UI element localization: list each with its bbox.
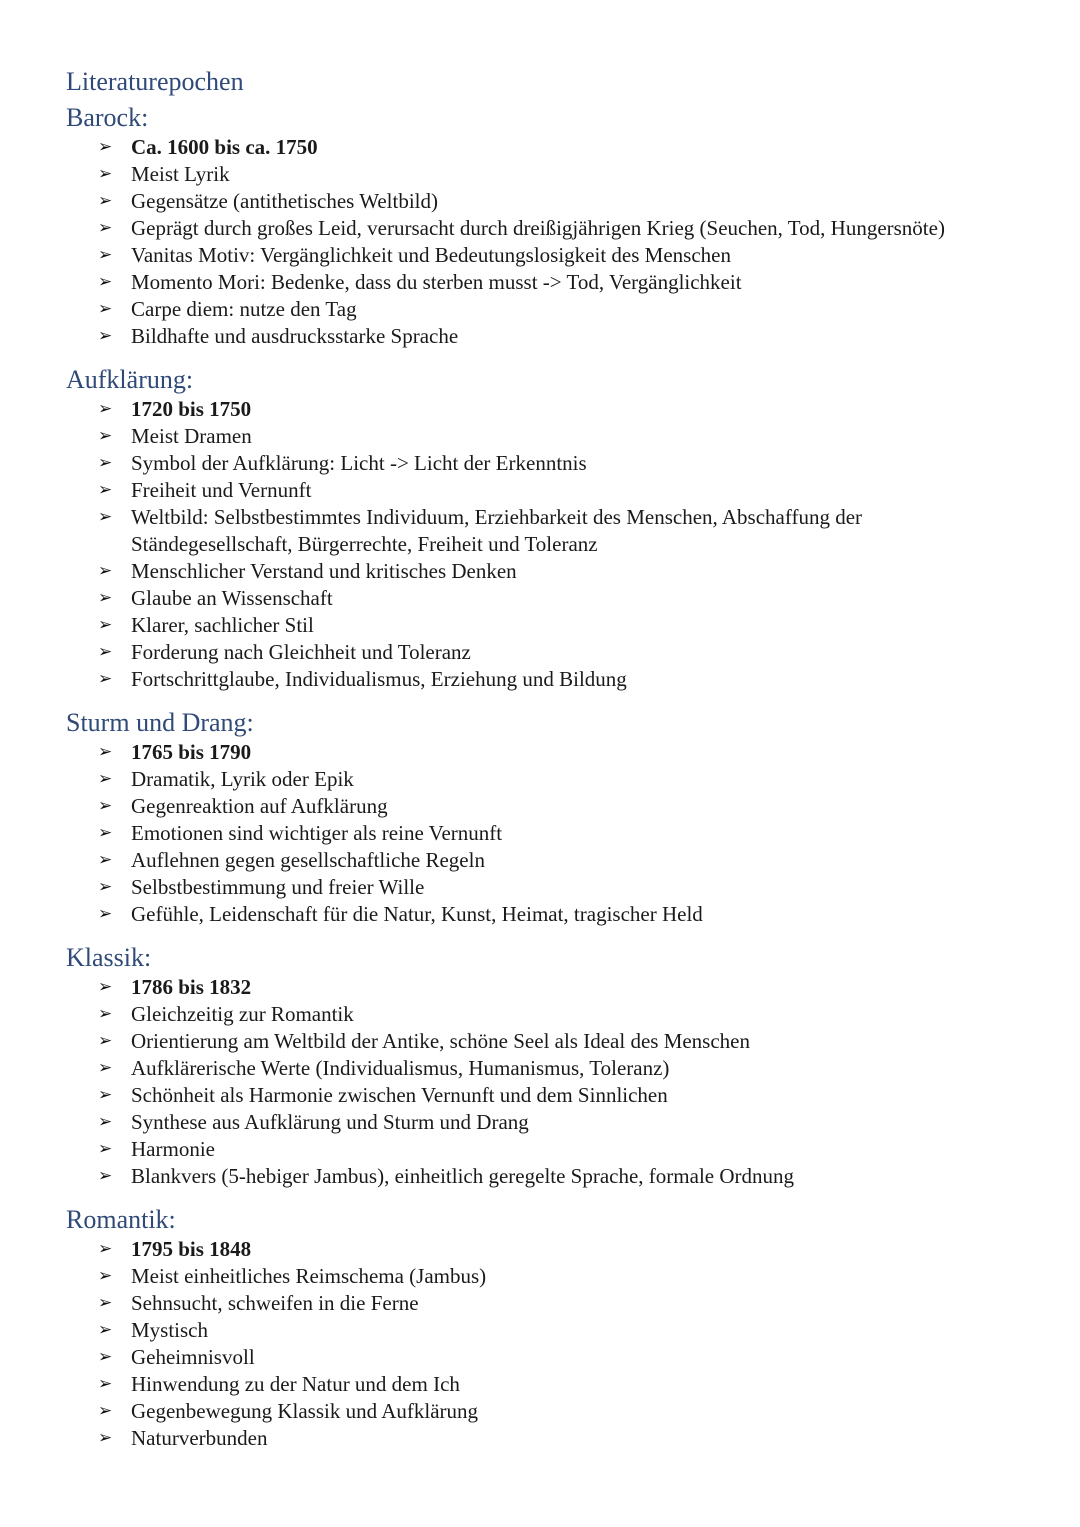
list-item	[98, 450, 1026, 477]
arrowhead-bullet-icon: ➢	[98, 742, 113, 762]
list-item-text: Glaube an Wissenschaft	[131, 586, 333, 610]
list-item-text: Weltbild: Selbstbestimmtes Individuum, Erziehbarkeit des Menschen, Abschaffung der Ständegesellschaft, Bürgerrechte, Freiheit und Toleranz	[131, 505, 863, 556]
arrowhead-bullet-icon: ➢	[98, 1031, 113, 1051]
list-item-text: Gefühle, Leidenschaft für die Natur, Kunst, Heimat, tragischer Held	[131, 902, 703, 926]
list-item-text: Geprägt durch großes Leid, verursacht durch dreißigjährigen Krieg (Seuchen, Tod, Hungersnöte)	[131, 216, 945, 240]
list-item-text: Hinwendung zu der Natur und dem Ich	[131, 1372, 460, 1396]
arrowhead-bullet-icon: ➢	[98, 877, 113, 897]
section-sturm-und-drang	[66, 707, 1026, 928]
arrowhead-bullet-icon: ➢	[98, 769, 113, 789]
list-item-text: Selbstbestimmung und freier Wille	[131, 875, 425, 899]
arrowhead-bullet-icon: ➢	[98, 1112, 113, 1132]
list-item-text: Meist Lyrik	[131, 162, 230, 186]
arrowhead-bullet-icon: ➢	[98, 1401, 113, 1421]
list-item-text: Gegenreaktion auf Aufklärung	[131, 794, 388, 818]
list-item	[98, 1398, 1026, 1425]
list-item-text: Meist Dramen	[131, 424, 252, 448]
list-item-text: Mystisch	[131, 1318, 209, 1342]
list-item	[98, 1136, 1026, 1163]
arrowhead-bullet-icon: ➢	[98, 1374, 113, 1394]
arrowhead-bullet-icon: ➢	[98, 561, 113, 581]
list-item	[98, 323, 1026, 350]
list-item	[98, 1082, 1026, 1109]
list-item-text: 1795 bis 1848	[131, 1237, 252, 1261]
bullet-list	[66, 134, 1026, 350]
arrowhead-bullet-icon: ➢	[98, 1139, 113, 1159]
list-item	[98, 1344, 1026, 1371]
list-item-text: Naturverbunden	[131, 1426, 268, 1450]
arrowhead-bullet-icon: ➢	[98, 272, 113, 292]
list-item-text: Bildhafte und ausdrucksstarke Sprache	[131, 324, 459, 348]
list-item	[98, 820, 1026, 847]
arrowhead-bullet-icon: ➢	[98, 1428, 113, 1448]
list-item-text: Emotionen sind wichtiger als reine Vernunft	[131, 821, 503, 845]
arrowhead-bullet-icon: ➢	[98, 399, 113, 419]
list-item-text: Blankvers (5-hebiger Jambus), einheitlich geregelte Sprache, formale Ordnung	[131, 1164, 795, 1188]
list-item	[98, 1425, 1026, 1452]
list-item	[98, 1001, 1026, 1028]
list-item-text: Momento Mori: Bedenke, dass du sterben musst -> Tod, Vergänglichkeit	[131, 270, 742, 294]
list-item	[98, 1317, 1026, 1344]
arrowhead-bullet-icon: ➢	[98, 1058, 113, 1078]
list-item-text: Schönheit als Harmonie zwischen Vernunft und dem Sinnlichen	[131, 1083, 668, 1107]
section-aufklärung	[66, 364, 1026, 693]
list-item	[98, 874, 1026, 901]
document-page	[66, 66, 1026, 1452]
list-item	[98, 1263, 1026, 1290]
arrowhead-bullet-icon: ➢	[98, 299, 113, 319]
list-item	[98, 188, 1026, 215]
list-item	[98, 558, 1026, 585]
list-item-text: Forderung nach Gleichheit und Toleranz	[131, 640, 471, 664]
list-item-text: 1765 bis 1790	[131, 740, 252, 764]
list-item-text: Gegenbewegung Klassik und Aufklärung	[131, 1399, 479, 1423]
list-item-text: Symbol der Aufklärung: Licht -> Licht der Erkenntnis	[131, 451, 587, 475]
section-heading: Sturm und Drang:	[66, 708, 254, 737]
list-item-text: Orientierung am Weltbild der Antike, schöne Seel als Ideal des Menschen	[131, 1029, 750, 1053]
list-item-text: Auflehnen gegen gesellschaftliche Regeln	[131, 848, 485, 872]
arrowhead-bullet-icon: ➢	[98, 796, 113, 816]
section-klassik	[66, 942, 1026, 1190]
arrowhead-bullet-icon: ➢	[98, 218, 113, 238]
arrowhead-bullet-icon: ➢	[98, 823, 113, 843]
list-item	[98, 639, 1026, 666]
arrowhead-bullet-icon: ➢	[98, 1320, 113, 1340]
list-item-text: Gegensätze (antithetisches Weltbild)	[131, 189, 438, 213]
list-item	[98, 847, 1026, 874]
list-item	[98, 1109, 1026, 1136]
list-item	[98, 766, 1026, 793]
list-item	[98, 585, 1026, 612]
list-item	[98, 423, 1026, 450]
list-item-text: Sehnsucht, schweifen in die Ferne	[131, 1291, 419, 1315]
list-item-text: 1786 bis 1832	[131, 975, 252, 999]
list-item	[98, 269, 1026, 296]
arrowhead-bullet-icon: ➢	[98, 1293, 113, 1313]
arrowhead-bullet-icon: ➢	[98, 191, 113, 211]
document-title: Literaturepochen	[66, 67, 244, 96]
list-item-text: Dramatik, Lyrik oder Epik	[131, 767, 354, 791]
list-item-text: Harmonie	[131, 1137, 215, 1161]
list-item	[98, 901, 1026, 928]
arrowhead-bullet-icon: ➢	[98, 1239, 113, 1259]
arrowhead-bullet-icon: ➢	[98, 326, 113, 346]
arrowhead-bullet-icon: ➢	[98, 615, 113, 635]
list-item-text: Klarer, sachlicher Stil	[131, 613, 314, 637]
list-item-text: Aufklärerische Werte (Individualismus, Humanismus, Toleranz)	[131, 1056, 670, 1080]
bullet-list	[66, 974, 1026, 1190]
list-item-text: Vanitas Motiv: Vergänglichkeit und Bedeutungslosigkeit des Menschen	[131, 243, 731, 267]
section-heading: Klassik:	[66, 943, 152, 972]
arrowhead-bullet-icon: ➢	[98, 904, 113, 924]
list-item	[98, 1055, 1026, 1082]
arrowhead-bullet-icon: ➢	[98, 1166, 113, 1186]
arrowhead-bullet-icon: ➢	[98, 164, 113, 184]
arrowhead-bullet-icon: ➢	[98, 1004, 113, 1024]
arrowhead-bullet-icon: ➢	[98, 245, 113, 265]
section-heading: Romantik:	[66, 1205, 176, 1234]
list-item	[98, 396, 1026, 423]
list-item	[98, 477, 1026, 504]
list-item	[98, 974, 1026, 1001]
arrowhead-bullet-icon: ➢	[98, 426, 113, 446]
list-item	[98, 1163, 1026, 1190]
bullet-list	[66, 396, 1026, 693]
list-item	[98, 1236, 1026, 1263]
list-item-text: 1720 bis 1750	[131, 397, 252, 421]
list-item-text: Ca. 1600 bis ca. 1750	[131, 135, 318, 159]
list-item-text: Gleichzeitig zur Romantik	[131, 1002, 354, 1026]
list-item	[98, 1371, 1026, 1398]
arrowhead-bullet-icon: ➢	[98, 480, 113, 500]
list-item	[98, 793, 1026, 820]
arrowhead-bullet-icon: ➢	[98, 642, 113, 662]
list-item	[98, 242, 1026, 269]
arrowhead-bullet-icon: ➢	[98, 588, 113, 608]
section-romantik	[66, 1204, 1026, 1452]
list-item	[98, 296, 1026, 323]
section-barock	[66, 102, 1026, 350]
section-heading: Barock:	[66, 103, 149, 132]
list-item	[98, 1290, 1026, 1317]
list-item-text: Synthese aus Aufklärung und Sturm und Drang	[131, 1110, 529, 1134]
list-item	[98, 134, 1026, 161]
section-heading: Aufklärung:	[66, 365, 194, 394]
arrowhead-bullet-icon: ➢	[98, 850, 113, 870]
arrowhead-bullet-icon: ➢	[98, 1266, 113, 1286]
list-item-text: Fortschrittglaube, Individualismus, Erziehung und Bildung	[131, 667, 627, 691]
list-item-text: Meist einheitliches Reimschema (Jambus)	[131, 1264, 487, 1288]
list-item	[98, 215, 1026, 242]
list-item	[98, 666, 1026, 693]
list-item	[98, 161, 1026, 188]
list-item	[98, 739, 1026, 766]
arrowhead-bullet-icon: ➢	[98, 1347, 113, 1367]
bullet-list	[66, 1236, 1026, 1452]
bullet-list	[66, 739, 1026, 928]
arrowhead-bullet-icon: ➢	[98, 137, 113, 157]
arrowhead-bullet-icon: ➢	[98, 977, 113, 997]
arrowhead-bullet-icon: ➢	[98, 507, 113, 527]
arrowhead-bullet-icon: ➢	[98, 1085, 113, 1105]
list-item-text: Carpe diem: nutze den Tag	[131, 297, 357, 321]
arrowhead-bullet-icon: ➢	[98, 669, 113, 689]
list-item	[98, 1028, 1026, 1055]
list-item-text: Geheimnisvoll	[131, 1345, 255, 1369]
list-item-text: Freiheit und Vernunft	[131, 478, 312, 502]
list-item	[98, 612, 1026, 639]
arrowhead-bullet-icon: ➢	[98, 453, 113, 473]
list-item-text: Menschlicher Verstand und kritisches Denken	[131, 559, 517, 583]
sections-container	[66, 102, 1026, 1452]
list-item	[98, 504, 1026, 558]
